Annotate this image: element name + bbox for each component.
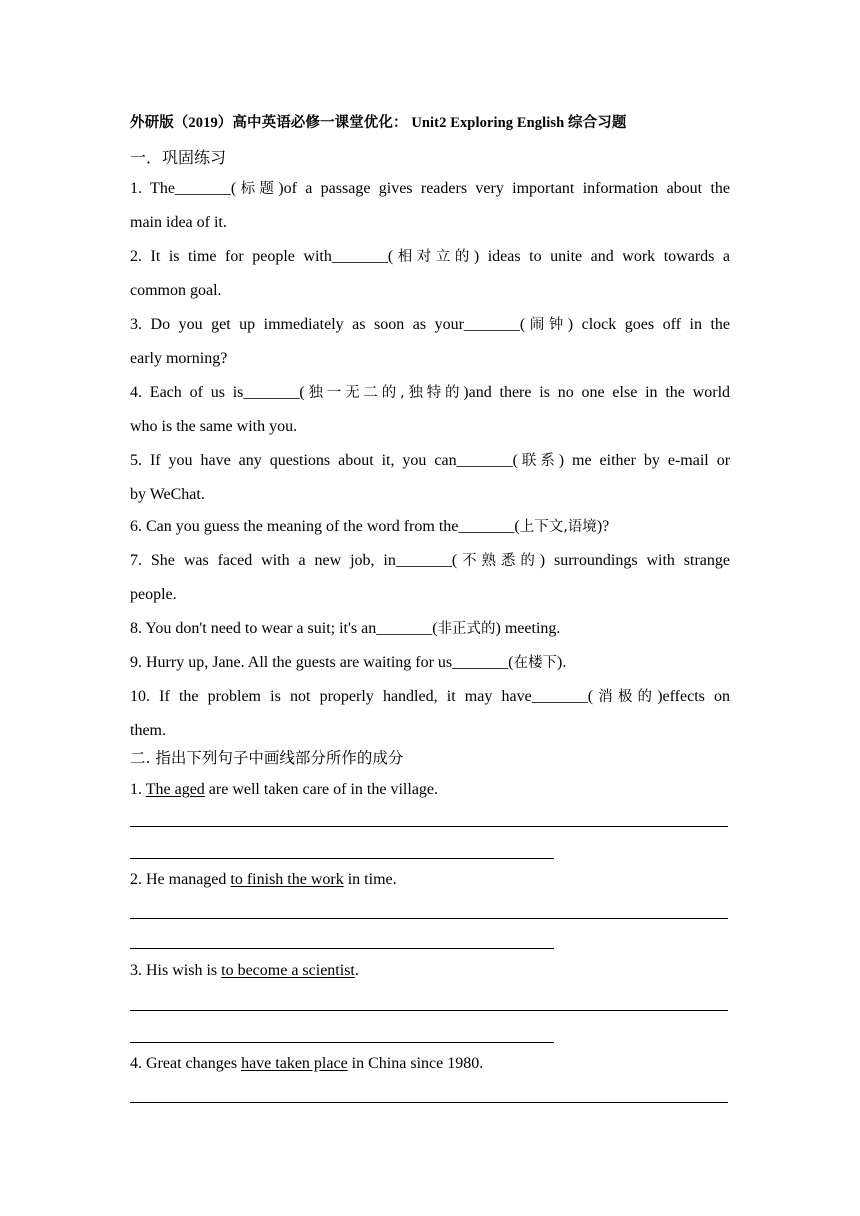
question-item: 7. She was faced with a new job, in_______(不熟悉的) surroundings with strange people. — [130, 552, 731, 603]
underlined-phrase: to become a scientist — [221, 962, 355, 979]
answer-line[interactable] — [130, 1042, 554, 1043]
section-heading-analysis: 二. 指出下列句子中画线部分所作的成分 — [130, 749, 404, 767]
question-item: 1. The_______(标题)of a passage gives readers very important information about the main idea of it. — [130, 180, 730, 231]
analysis-sentence: 1. The aged are well taken care of in the village. — [130, 781, 439, 798]
analysis-sentence: 4. Great changes have taken place in China since 1980. — [130, 1055, 484, 1072]
question-item: 2. It is time for people with_______(相对立的) ideas to unite and work towards a common goal. — [130, 248, 731, 299]
question-item: 8. You don't need to wear a suit; it's an_______(非正式的) meeting. — [130, 620, 561, 637]
answer-line[interactable] — [130, 858, 554, 859]
underlined-phrase: The aged — [145, 781, 205, 798]
question-item: 4. Each of us is_______(独一无二的,独特的)and there is no one else in the world who is the same with you. — [130, 384, 731, 435]
document-title: 外研版（2019）高中英语必修一课堂优化： Unit2 Exploring English 综合习题 — [130, 115, 627, 131]
underlined-phrase: to finish the work — [230, 871, 344, 888]
answer-line[interactable] — [130, 918, 728, 919]
answer-line[interactable] — [130, 1010, 728, 1011]
question-item: 10. If the problem is not properly handled, it may have_______(消极的)effects on them. — [130, 688, 731, 739]
analysis-sentence: 3. His wish is to become a scientist. — [130, 962, 359, 979]
answer-line[interactable] — [130, 1102, 728, 1103]
section-heading-practice: 一．巩固练习 — [130, 150, 227, 167]
question-item: 5. If you have any questions about it, you can_______(联系) me either by e-mail or by WeChat. — [130, 452, 731, 503]
question-item: 9. Hurry up, Jane. All the guests are waiting for us_______(在楼下). — [130, 654, 567, 671]
question-item: 3. Do you get up immediately as soon as your_______(闹钟) clock goes off in the early morning? — [130, 316, 731, 367]
question-item: 6. Can you guess the meaning of the word from the_______(上下文,语境)? — [130, 518, 610, 535]
underlined-phrase: have taken place — [241, 1055, 348, 1072]
answer-line[interactable] — [130, 948, 554, 949]
analysis-sentence: 2. He managed to finish the work in time. — [130, 871, 397, 888]
answer-line[interactable] — [130, 826, 728, 827]
